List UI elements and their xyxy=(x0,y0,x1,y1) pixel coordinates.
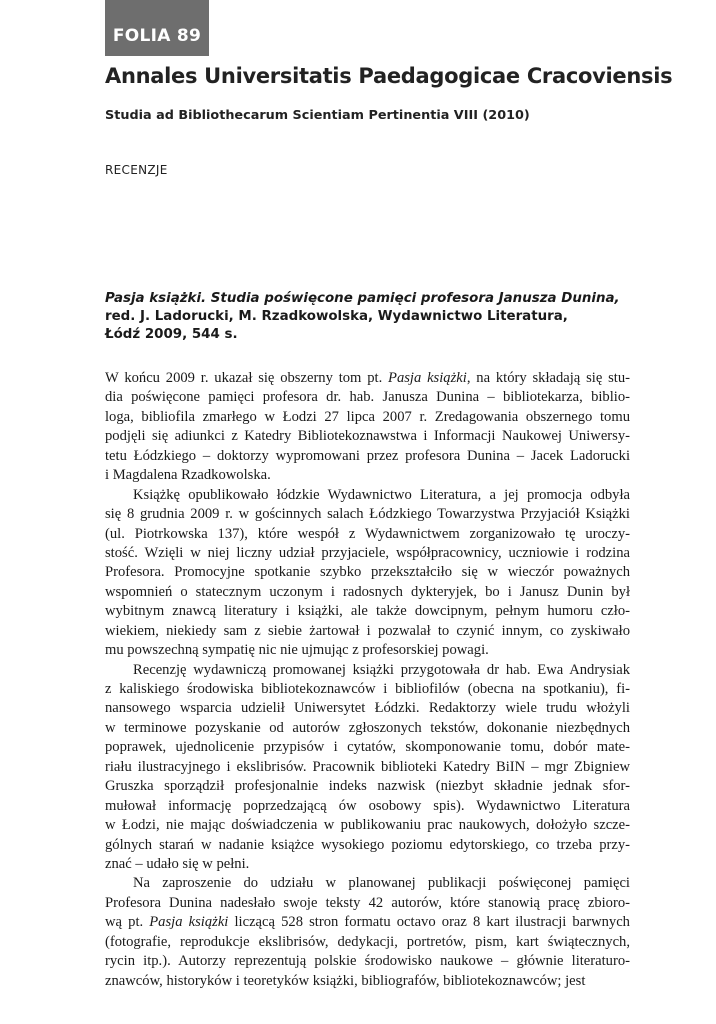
text-line xyxy=(105,602,630,621)
text-segment: mułował informację poprzedzającą ów osobowy spis). Wydawnictwo Literatura xyxy=(105,797,630,814)
section-label: RECENZJE xyxy=(105,163,168,177)
book-reference xyxy=(105,290,620,344)
text-segment: wspomnień o statecznym uczonym i radosnych dykteryjek, bo i Janusz Dunin był xyxy=(105,583,630,600)
text-segment: podjęli się adiunkci z Katedry Bibliotekoznawstwa i Informacji Naukowej Uniwersy- xyxy=(105,428,630,445)
journal-subtitle: Studia ad Bibliothecarum Scientiam Pertinentia VIII (2010) xyxy=(105,108,530,123)
text-line xyxy=(105,525,630,544)
italic-title: Pasja książki xyxy=(388,370,467,386)
review-body xyxy=(105,369,630,991)
text-segment: tetu Łódzkiego – doktorzy wypromowani przez profesora Dunina – Jacek Ladorucki xyxy=(105,447,630,464)
text-segment: Profesora Dunina nadesłało swoje teksty 42 autorów, które stanowią pracę zbioro- xyxy=(105,894,630,911)
text-line xyxy=(105,952,630,971)
book-title: Pasja książki. Studia poświęcone pamięci profesora Janusza Dunina, xyxy=(105,291,620,306)
text-line xyxy=(105,661,630,680)
italic-title: Pasja książki xyxy=(149,914,229,931)
text-segment: poprawek, ujednolicenie przypisów i cytatów, skomponowanie tomu, dobór mate- xyxy=(105,739,630,756)
text-segment: znawców, historyków i teoretyków książki, bibliografów, bibliotekoznawców; jest xyxy=(105,972,586,989)
text-segment: z kaliskiego środowiska bibliotekoznawców i bibliofilów (obecna na spotkaniu), fi- xyxy=(105,681,630,697)
text-line xyxy=(105,719,630,738)
text-line xyxy=(105,680,630,699)
journal-title: Annales Universitatis Paedagogicae Cracoviensis xyxy=(105,64,673,88)
text-segment: wiekiem, niekiedy sam z siebie żartował i pozwalał to czynić innym, co zyskiwało xyxy=(105,622,630,639)
book-publication: Łódź 2009, 544 s. xyxy=(105,327,238,342)
text-line xyxy=(105,427,630,446)
text-line xyxy=(105,544,630,563)
text-line xyxy=(105,699,630,718)
text-line xyxy=(105,894,630,913)
text-segment: Gruszka sporządził profesjonalnie indeks nazwisk (niezbyt składnie jednak sfor- xyxy=(105,778,630,795)
text-segment: liczącą 528 stron formatu octavo oraz 8 kart ilustracji barwnych xyxy=(228,914,630,931)
text-segment: W końcu 2009 r. ukazał się obszerny tom pt. xyxy=(105,370,389,386)
text-line xyxy=(105,758,630,777)
text-line xyxy=(105,563,630,582)
text-segment: dia poświęcone pamięci profesora dr. hab. Janusza Dunina – bibliotekarza, biblio- xyxy=(105,389,630,406)
text-line xyxy=(105,913,630,932)
text-line xyxy=(105,777,630,796)
paragraph xyxy=(105,661,630,875)
text-segment: loga, bibliofila zmarłego w Łodzi 27 lipca 2007 r. Zredagowania obszernego tomu xyxy=(105,408,630,425)
text-line xyxy=(105,972,630,991)
text-line xyxy=(105,641,630,660)
text-line xyxy=(105,583,630,602)
text-segment: i Magdalena Rzadkowolska. xyxy=(105,467,271,484)
text-segment: Książkę opublikowało łódzkie Wydawnictwo Literatura, a jej promocja odbyła xyxy=(133,486,630,503)
text-line xyxy=(105,855,630,874)
text-line xyxy=(105,486,630,505)
text-segment: Profesora. Promocyjne spotkanie szybko przekształciło się w wieczór poważnych xyxy=(105,564,630,581)
text-segment: rycin itp.). Autorzy reprezentują polskie środowisko naukowe – głównie literaturo- xyxy=(105,953,630,970)
text-line xyxy=(105,505,630,524)
paragraph xyxy=(105,486,630,661)
text-segment: się 8 grudnia 2009 r. w gościnnych salach Łódzkiego Towarzystwa Przyjaciół Książki xyxy=(105,506,630,523)
text-segment: Na zaproszenie do udziału w planowanej publikacji poświęconej pamięci xyxy=(133,875,630,892)
text-line xyxy=(105,874,630,893)
text-segment: Recenzję wydawniczą promowanej książki przygotowała dr hab. Ewa Andrysiak xyxy=(133,661,630,678)
text-line xyxy=(105,622,630,641)
text-segment: riału ilustracyjnego i ekslibrisów. Pracownik biblioteki Katedry BiIN – mgr Zbigniew xyxy=(105,758,630,775)
text-line xyxy=(105,447,630,466)
book-editors: red. J. Ladorucki, M. Rzadkowolska, Wydawnictwo Literatura, xyxy=(105,309,568,324)
text-segment: mu powszechną sympatię nic nie ujmując z profesorskiej powagi. xyxy=(105,642,489,659)
text-line xyxy=(105,408,630,427)
text-line xyxy=(105,933,630,952)
folia-label: FOLIA 89 xyxy=(112,26,202,46)
text-segment: nansowego wsparcia udzielił Uniwersytet Łódzki. Redaktorzy wiele trudu włożyli xyxy=(105,700,630,717)
text-segment: , na który składają się stu- xyxy=(466,370,630,386)
text-segment: (ul. Piotrkowska 137), które wespół z Wydawnictwem zorganizowało tę uroczy- xyxy=(105,525,630,542)
text-segment: znać – udało się w pełni. xyxy=(105,855,250,872)
text-segment: wą pt. xyxy=(105,914,150,931)
text-segment: w Łodzi, nie mając doświadczenia w publikowaniu prac naukowych, dołożyło szcze- xyxy=(105,817,630,834)
text-line xyxy=(105,816,630,835)
paragraph xyxy=(105,369,630,486)
paragraph xyxy=(105,874,630,991)
text-line xyxy=(105,388,630,407)
text-line xyxy=(105,369,630,388)
text-segment: w terminowe pozyskanie od autorów zgłoszonych tekstów, dokonanie niezbędnych xyxy=(105,719,630,736)
text-line xyxy=(105,797,630,816)
text-segment: gólnych starań w nadanie książce wysokiego poziomu edytorskiego, co trzeba przy- xyxy=(105,836,630,853)
folia-number-box xyxy=(105,0,209,56)
text-line xyxy=(105,466,630,485)
text-line xyxy=(105,738,630,757)
text-segment: (fotografie, reprodukcje ekslibrisów, dedykacji, portretów, pism, kart świątecznych, xyxy=(105,933,630,950)
text-segment: wybitnym znawcą literatury i książki, ale także dowcipnym, pełnym humoru czło- xyxy=(105,603,630,620)
text-line xyxy=(105,836,630,855)
text-segment: stość. Wzięli w niej liczny udział przyjaciele, współpracownicy, uczniowie i rodzina xyxy=(105,544,630,561)
